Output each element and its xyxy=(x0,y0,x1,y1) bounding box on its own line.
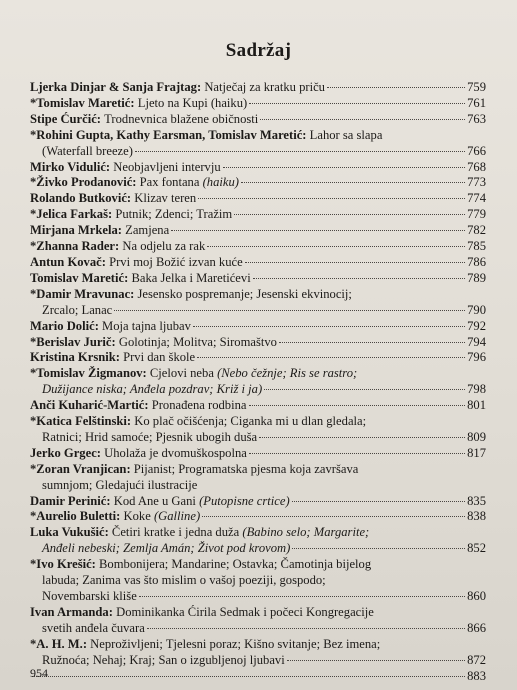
dot-leader xyxy=(259,437,465,438)
toc-entry xyxy=(30,669,486,685)
toc-title: Prvi dan škole xyxy=(123,350,196,365)
page-number: 954 xyxy=(30,666,48,680)
dot-leader xyxy=(171,230,465,231)
toc-title: (Waterfall breeze) xyxy=(42,143,133,158)
toc-author: Živko Prodanović: xyxy=(36,175,137,190)
toc-entry xyxy=(30,605,486,637)
toc-line xyxy=(30,557,486,573)
toc-author: Aurelio Buletti: xyxy=(36,509,121,524)
dot-leader xyxy=(264,389,465,390)
toc-line xyxy=(30,303,486,319)
toc-author: Ivan Armanda: xyxy=(30,604,113,619)
toc-line xyxy=(30,478,486,494)
star-marker: * xyxy=(30,175,37,190)
toc-line xyxy=(30,223,486,239)
toc-line xyxy=(30,605,486,621)
toc-author: Tomislav Maretić: xyxy=(30,270,129,285)
toc-page-number: 794 xyxy=(467,334,486,349)
toc-line xyxy=(30,382,486,398)
toc-page-number: 786 xyxy=(467,254,486,269)
star-marker: * xyxy=(30,366,37,381)
toc-title: Novembarski kliše xyxy=(42,589,137,603)
dot-leader xyxy=(241,182,465,183)
toc-line xyxy=(30,653,486,669)
toc-author: Anči Kuharić-Martić: xyxy=(30,398,149,413)
toc-title: Ratnici; Hrid samoće; Pjesnik ubogih duša xyxy=(42,429,258,444)
toc-line xyxy=(30,669,486,685)
toc-page-number: 759 xyxy=(467,80,486,94)
toc-line xyxy=(30,112,486,128)
toc-title: Neobjavljeni intervju xyxy=(113,159,221,174)
toc-entry xyxy=(30,175,486,191)
toc-line xyxy=(30,144,486,160)
toc-title-italic: (Galline) xyxy=(153,509,201,524)
toc-title: Ko plač očišćenja; Ciganka mi u dlan gledala; xyxy=(134,414,367,429)
toc-entry xyxy=(30,112,486,128)
toc-entry xyxy=(30,366,486,398)
star-marker: * xyxy=(30,207,37,222)
toc-author: Mirko Vidulić: xyxy=(30,159,111,174)
star-marker: * xyxy=(30,95,37,110)
dot-leader xyxy=(292,501,465,502)
dot-leader xyxy=(223,167,465,168)
toc-title: Dominikanka Ćirila Sedmak i počeci Kongregacije xyxy=(116,604,374,619)
toc-page-number: 801 xyxy=(467,398,486,413)
toc-author: A. H. M.: xyxy=(36,636,88,651)
toc-author: Rohini Gupta, Kathy Earsman, Tomislav Maretić: xyxy=(36,127,307,142)
toc-page-number: 860 xyxy=(467,589,486,603)
toc-page-number: 792 xyxy=(467,318,486,333)
table-of-contents xyxy=(30,80,486,684)
toc-entry xyxy=(30,160,486,176)
toc-entry xyxy=(30,207,486,223)
dot-leader xyxy=(249,405,466,406)
toc-line xyxy=(30,207,486,223)
toc-page-number: 798 xyxy=(467,382,486,397)
toc-title: Klizav teren xyxy=(134,191,197,206)
toc-author: Tomislav Žigmanov: xyxy=(36,366,147,381)
dot-leader xyxy=(198,198,465,199)
dot-leader xyxy=(197,357,465,358)
toc-author: Damir Perinić: xyxy=(30,493,111,508)
toc-page-number: 796 xyxy=(467,350,486,365)
dot-leader xyxy=(135,151,465,152)
toc-entry xyxy=(30,637,486,669)
toc-entry xyxy=(30,128,486,160)
toc-entry xyxy=(30,494,486,510)
toc-title: Četiri kratke i jedna duža xyxy=(111,525,240,540)
dot-leader xyxy=(207,246,465,247)
star-marker: * xyxy=(30,414,37,429)
dot-leader xyxy=(139,596,465,597)
toc-title: Prvi moj Božić izvan kuće xyxy=(109,254,243,269)
dot-leader xyxy=(253,278,465,279)
toc-entry xyxy=(30,414,486,446)
toc-page-number: 773 xyxy=(467,175,486,190)
toc-entry xyxy=(30,96,486,112)
toc-title-italic: Dužijance niska; Anđela pozdrav; Križ i ja) xyxy=(42,382,263,397)
toc-entry xyxy=(30,271,486,287)
dot-leader xyxy=(279,342,465,343)
toc-title: Golotinja; Molitva; Siromaštvo xyxy=(118,334,277,349)
toc-author: Damir Mravunac: xyxy=(36,286,135,301)
toc-title: Baka Jelka i Maretićevi xyxy=(131,270,251,285)
dot-leader xyxy=(249,453,465,454)
toc-line xyxy=(30,239,486,255)
dot-leader xyxy=(114,310,465,311)
star-marker: * xyxy=(30,509,37,524)
toc-title: Neproživljeni; Tjelesni poraz; Kišno svitanje; Bez imena; xyxy=(90,636,381,651)
toc-title: Bombonijera; Mandarine; Ostavka; Čamotinja bijelog xyxy=(99,557,372,572)
dot-leader xyxy=(147,628,465,629)
toc-author: Ljerka Dinjar & Sanja Frajtag: xyxy=(30,80,202,94)
toc-title-italic: (Babino selo; Margarite; xyxy=(242,525,370,540)
toc-page-number: 817 xyxy=(467,445,486,460)
toc-entry xyxy=(30,557,486,605)
toc-page-number: 852 xyxy=(467,541,486,556)
toc-page-number: 790 xyxy=(467,302,486,317)
toc-entry xyxy=(30,80,486,96)
toc-title: Moja tajna ljubav xyxy=(102,318,191,333)
toc-entry xyxy=(30,350,486,366)
toc-line xyxy=(30,541,486,557)
toc-line xyxy=(30,494,486,510)
toc-title: Zamjena xyxy=(125,223,170,238)
toc-title: Na odjelu za rak xyxy=(122,239,206,254)
toc-title: Pax fontana xyxy=(139,175,200,190)
toc-line xyxy=(30,271,486,287)
toc-title: labuda; Zanima vas što mislim o vašoj poeziji, gospodo; xyxy=(42,573,326,588)
star-marker: * xyxy=(30,334,37,349)
toc-author: Jerko Grgec: xyxy=(30,445,101,460)
page-title: Sadržaj xyxy=(225,40,292,61)
toc-line xyxy=(30,398,486,414)
toc-line xyxy=(30,462,486,478)
toc-author: Kristina Krsnik: xyxy=(30,350,120,365)
toc-title: Pijanist; Programatska pjesma koja završava xyxy=(133,461,359,476)
toc-entry xyxy=(30,398,486,414)
toc-entry xyxy=(30,287,486,319)
toc-line xyxy=(30,160,486,176)
toc-title-italic: (Nebo čežnje; Ris se rastro; xyxy=(217,366,358,381)
toc-line xyxy=(30,621,486,637)
toc-entry xyxy=(30,446,486,462)
toc-line xyxy=(30,80,486,96)
toc-title: Kod Ane u Gani xyxy=(113,493,196,508)
toc-line xyxy=(30,414,486,430)
toc-title: Jesensko pospremanje; Jesenski ekvinocij; xyxy=(137,286,352,301)
toc-author: Stipe Ćurčić: xyxy=(30,111,101,126)
toc-line xyxy=(30,128,486,144)
toc-entry xyxy=(30,335,486,351)
toc-page-number: 838 xyxy=(467,509,486,524)
toc-page-number: 761 xyxy=(467,95,486,110)
toc-author: Zoran Vranjican: xyxy=(36,461,131,476)
toc-author: Tomislav Maretić: xyxy=(36,95,135,110)
toc-author: Mirjana Mrkela: xyxy=(30,223,122,238)
toc-entry xyxy=(30,223,486,239)
toc-title: Uholaža je dvomuškospolna xyxy=(104,445,247,460)
toc-line xyxy=(30,509,486,525)
toc-title: sumnjom; Gledajući ilustracije xyxy=(42,477,198,492)
toc-entry xyxy=(30,239,486,255)
toc-page-number: 766 xyxy=(467,143,486,158)
toc-entry xyxy=(30,525,486,557)
toc-title-italic: Anđeli nebeski; Zemlja Amán; Život pod krovom) xyxy=(42,541,291,556)
toc-entry xyxy=(30,319,486,335)
toc-title-italic: (Putopisne crtice) xyxy=(199,493,290,508)
dot-leader xyxy=(249,103,465,104)
toc-line xyxy=(30,96,486,112)
toc-title: Putnik; Zdenci; Tražim xyxy=(115,207,233,222)
toc-author: Rolando Butković: xyxy=(30,191,132,206)
toc-author: Berislav Jurič: xyxy=(36,334,116,349)
toc-title: Koke xyxy=(123,509,151,524)
toc-line xyxy=(30,287,486,303)
dot-leader xyxy=(234,214,465,215)
toc-entry xyxy=(30,191,486,207)
star-marker: * xyxy=(30,557,37,572)
toc-entry xyxy=(30,509,486,525)
toc-page-number: 789 xyxy=(467,270,486,285)
toc-line xyxy=(30,446,486,462)
toc-page-number: 785 xyxy=(467,239,486,254)
dot-leader xyxy=(32,676,465,677)
toc-line xyxy=(30,191,486,207)
dot-leader xyxy=(202,516,465,517)
toc-title: Zrcalo; Lanac xyxy=(42,302,113,317)
dot-leader xyxy=(292,548,465,549)
toc-page-number: 883 xyxy=(467,668,486,683)
toc-page-number: 782 xyxy=(467,223,486,238)
dot-leader xyxy=(193,326,465,327)
toc-line xyxy=(30,335,486,351)
dot-leader xyxy=(260,119,465,120)
toc-line xyxy=(30,525,486,541)
dot-leader xyxy=(327,87,465,88)
star-marker: * xyxy=(30,239,37,254)
toc-page-number: 774 xyxy=(467,191,486,206)
toc-author: Zhanna Rader: xyxy=(36,239,120,254)
toc-page-number: 872 xyxy=(467,652,486,667)
toc-title-italic: (haiku) xyxy=(202,175,239,190)
toc-line xyxy=(30,573,486,589)
toc-title: Ružnoća; Nehaj; Kraj; San o izgubljenoj ljubavi xyxy=(42,652,285,667)
toc-page-number: 763 xyxy=(467,111,486,126)
toc-line xyxy=(30,430,486,446)
toc-author: Mario Dolić: xyxy=(30,318,99,333)
toc-title: svetih anđela čuvara xyxy=(42,620,145,635)
toc-page-number: 809 xyxy=(467,429,486,444)
toc-author: Katica Felštinski: xyxy=(36,414,132,429)
toc-page-number: 768 xyxy=(467,159,486,174)
toc-line xyxy=(30,255,486,271)
star-marker: * xyxy=(30,286,37,301)
toc-line xyxy=(30,350,486,366)
toc-line xyxy=(30,589,486,605)
toc-title: Natječaj za kratku priču xyxy=(204,80,325,94)
toc-author: Ivo Krešić: xyxy=(36,557,96,572)
toc-author: Luka Vukušić: xyxy=(30,525,109,540)
toc-line xyxy=(30,319,486,335)
toc-page-number: 835 xyxy=(467,493,486,508)
toc-title: Ljeto na Kupi (haiku) xyxy=(137,95,248,110)
toc-title: Trodnevnica blažene običnosti xyxy=(104,111,259,126)
toc-page-number: 866 xyxy=(467,620,486,635)
toc-author: Jelica Farkaš: xyxy=(36,207,113,222)
toc-author: Antun Kovač: xyxy=(30,254,106,269)
toc-line xyxy=(30,366,486,382)
star-marker: * xyxy=(30,636,37,651)
toc-entry xyxy=(30,255,486,271)
dot-leader xyxy=(287,660,465,661)
toc-title: Lahor sa slapa xyxy=(309,127,383,142)
toc-line xyxy=(30,637,486,653)
toc-entry xyxy=(30,462,486,494)
toc-page-number: 779 xyxy=(467,207,486,222)
toc-line xyxy=(30,175,486,191)
dot-leader xyxy=(245,262,465,263)
star-marker: * xyxy=(30,461,37,476)
toc-title: Cjelovi neba xyxy=(149,366,214,381)
star-marker: * xyxy=(30,127,37,142)
toc-title: Pronađena rodbina xyxy=(151,398,247,413)
